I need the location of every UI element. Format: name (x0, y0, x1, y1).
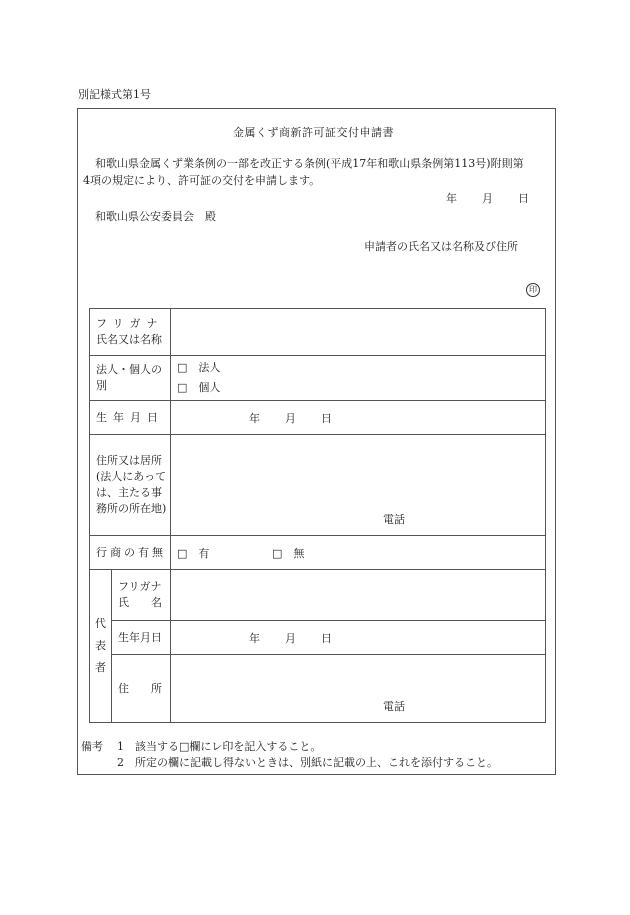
address-label: 住所又は居所(法人にあっては、主たる事務所の所在地) (90, 435, 171, 536)
name-label: 氏名又は名称 (96, 333, 162, 346)
date-year: 年 (446, 192, 457, 205)
addressee: 和歌山県公安委員会 殿 (95, 210, 216, 223)
note-2: 2 所定の欄に記載し得ないときは、別紙に記載の上、これを添付すること。 (117, 756, 498, 769)
birthdate-month: 月 (285, 411, 297, 425)
representative-label: 代表者 (90, 570, 112, 723)
application-date[interactable] (446, 190, 554, 206)
date-month: 月 (482, 192, 493, 205)
rep-phone-label: 電話 (383, 700, 406, 713)
body-text-line-1: 和歌山県金属くず業条例の一部を改正する条例(平成17年和歌山県条例第113号)附則第 (95, 157, 524, 170)
peddling-no-checkbox[interactable]: □ 無 (272, 546, 305, 560)
notes-heading: 備考 (81, 740, 103, 753)
peddling-label: 行商の有無 (90, 536, 171, 570)
birthdate-year: 年 (249, 411, 261, 425)
furigana-label: フリガナ (96, 317, 164, 330)
corporation-checkbox[interactable]: □ 法人 (177, 361, 221, 374)
rep-birthdate-month: 月 (285, 631, 297, 645)
rep-address-label: 住 所 (112, 655, 171, 723)
peddling-yes-checkbox[interactable]: □ 有 (177, 546, 210, 560)
application-table (89, 308, 546, 723)
applicant-label: 申請者の氏名又は名称及び住所 (364, 240, 518, 253)
rep-birthdate-year: 年 (249, 631, 261, 645)
entity-type-field (171, 356, 546, 401)
address-field[interactable] (171, 435, 546, 536)
address-phone-label: 電話 (383, 513, 406, 526)
rep-name-label: 氏 名 (118, 596, 162, 609)
body-text-line-2: 4項の規定により、許可証の交付を申請します。 (83, 174, 321, 187)
individual-checkbox[interactable]: □ 個人 (177, 381, 221, 394)
notes-line-1 (81, 738, 321, 754)
birthdate-label: 生年月日 (90, 401, 171, 435)
name-label-cell (90, 309, 171, 356)
entity-type-label: 法人・個人の別 (90, 356, 171, 401)
note-1: 1 該当する□欄にレ印を記入すること。 (117, 740, 322, 753)
form-title: 金属くず商新許可証交付申請書 (233, 126, 394, 139)
rep-furigana-label: フリガナ (118, 580, 162, 593)
form-number: 別記様式第1号 (78, 88, 151, 101)
date-day: 日 (518, 192, 529, 205)
rep-name-label-cell (112, 570, 171, 621)
name-field[interactable] (171, 309, 546, 356)
rep-birthdate-day: 日 (321, 631, 333, 645)
birthdate-field[interactable] (171, 401, 546, 435)
rep-address-field[interactable] (171, 655, 546, 723)
rep-birthdate-label: 生年月日 (112, 621, 171, 655)
rep-name-field[interactable] (171, 570, 546, 621)
peddling-field (171, 536, 546, 570)
birthdate-day: 日 (321, 411, 333, 425)
rep-birthdate-field[interactable] (171, 621, 546, 655)
seal-icon: 印 (526, 283, 540, 297)
